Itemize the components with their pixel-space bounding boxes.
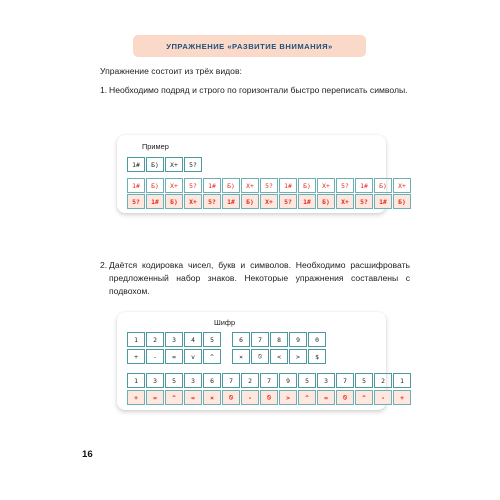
grid-cell: ⦸ (222, 390, 240, 405)
grid-cell: 1 (127, 373, 145, 388)
cipher-key-left-symbols (127, 349, 222, 364)
grid-cell: ⦸ (260, 390, 278, 405)
grid-cell: 5? (260, 178, 278, 193)
grid-cell: = (146, 390, 164, 405)
grid-cell: Х+ (393, 178, 411, 193)
grid-cell: 3 (165, 332, 183, 347)
grid-cell: Х+ (165, 157, 183, 172)
grid-cell: + (127, 349, 145, 364)
grid-cell: 4 (184, 332, 202, 347)
grid-cell: ^ (165, 390, 183, 405)
grid-cell: 3 (146, 373, 164, 388)
grid-cell: ⦸ (251, 349, 269, 364)
grid-cell: = (184, 390, 202, 405)
example-card (117, 135, 406, 213)
grid-cell: = (317, 390, 335, 405)
grid-cell: 5? (203, 194, 221, 209)
grid-cell: 0 (308, 332, 326, 347)
grid-cell: 1 (127, 332, 145, 347)
grid-cell: 1# (146, 194, 164, 209)
grid-cell: Б) (241, 194, 259, 209)
grid-cell: 7 (336, 373, 354, 388)
grid-cell: Х+ (165, 178, 183, 193)
grid-cell: + (393, 390, 411, 405)
grid-cell: 3 (184, 373, 202, 388)
grid-cell: 7 (251, 332, 269, 347)
grid-cell: ^ (203, 349, 221, 364)
grid-cell: ^ (355, 390, 373, 405)
grid-cell: ^ (298, 390, 316, 405)
grid-cell: $ (308, 349, 326, 364)
grid-cell: - (374, 390, 392, 405)
grid-cell: 1# (279, 178, 297, 193)
grid-cell: 1# (127, 157, 145, 172)
list-item-2 (100, 259, 410, 298)
grid-cell: Б) (146, 157, 164, 172)
grid-cell: 5 (298, 373, 316, 388)
grid-cell: Б) (374, 178, 392, 193)
list-item-number: 2. (100, 260, 108, 270)
example-row-2 (127, 194, 412, 209)
grid-cell: Б) (222, 178, 240, 193)
grid-cell: > (289, 349, 307, 364)
grid-cell: v (184, 349, 202, 364)
grid-cell: 5 (203, 332, 221, 347)
cipher-key-right-digits (232, 332, 327, 347)
grid-cell: 1# (374, 194, 392, 209)
grid-cell: 1 (393, 373, 411, 388)
grid-cell: > (279, 390, 297, 405)
grid-cell: - (146, 349, 164, 364)
list-item-text: Необходимо подряд и строго по горизонтали быстро переписать символы. (109, 85, 408, 95)
cipher-key-right-symbols (232, 349, 327, 364)
grid-cell: Б) (146, 178, 164, 193)
grid-cell: 6 (203, 373, 221, 388)
grid-cell: Х+ (184, 194, 202, 209)
grid-cell: 5? (279, 194, 297, 209)
grid-cell: Х+ (241, 178, 259, 193)
page-number: 16 (82, 449, 93, 460)
exercise-banner: УПРАЖНЕНИЕ «РАЗВИТИЕ ВНИМАНИЯ» (133, 35, 366, 57)
grid-cell: 1# (222, 194, 240, 209)
grid-cell: 5? (184, 157, 202, 172)
grid-cell: 2 (374, 373, 392, 388)
grid-cell: 2 (241, 373, 259, 388)
example-row-1 (127, 178, 412, 193)
grid-cell: 1# (355, 178, 373, 193)
grid-cell: 3 (317, 373, 335, 388)
grid-cell: 7 (260, 373, 278, 388)
grid-cell: 5 (165, 373, 183, 388)
grid-cell: < (270, 349, 288, 364)
grid-cell: Б) (165, 194, 183, 209)
grid-cell: - (241, 390, 259, 405)
list-item-text: Даётся кодировка чисел, букв и символов. Необходимо расшифровать предложенный набор знаков. Некоторые упражнения составлены с подвохом. (109, 260, 410, 296)
grid-cell: Х+ (336, 194, 354, 209)
grid-cell: 1# (298, 194, 316, 209)
grid-cell: 5 (355, 373, 373, 388)
grid-cell: = (165, 349, 183, 364)
grid-cell: 6 (232, 332, 250, 347)
list-item-1 (100, 84, 410, 97)
grid-cell: 5? (184, 178, 202, 193)
cipher-title: Шифр (214, 318, 236, 327)
cipher-card (117, 312, 404, 410)
grid-cell: Х+ (260, 194, 278, 209)
grid-cell: Б) (317, 194, 335, 209)
grid-cell: Б) (393, 194, 411, 209)
example-title: Пример (142, 142, 169, 151)
grid-cell: 1# (127, 178, 145, 193)
grid-cell: 7 (222, 373, 240, 388)
cipher-key-left-digits (127, 332, 222, 347)
grid-cell: × (203, 390, 221, 405)
grid-cell: ⦸ (336, 390, 354, 405)
grid-cell: 8 (270, 332, 288, 347)
grid-cell: 5? (336, 178, 354, 193)
grid-cell: 9 (289, 332, 307, 347)
grid-cell: 9 (279, 373, 297, 388)
grid-cell: × (232, 349, 250, 364)
grid-cell: 1# (203, 178, 221, 193)
intro-text: Упражнение состоит из трёх видов: (100, 66, 242, 76)
grid-cell: Х+ (317, 178, 335, 193)
grid-cell: Б) (298, 178, 316, 193)
grid-cell: 5? (127, 194, 145, 209)
cipher-task-digits (127, 373, 412, 388)
cipher-task-symbols (127, 390, 412, 405)
list-item-number: 1. (100, 85, 108, 95)
example-key-row (127, 157, 203, 172)
grid-cell: 5? (355, 194, 373, 209)
grid-cell: 2 (146, 332, 164, 347)
grid-cell: + (127, 390, 145, 405)
